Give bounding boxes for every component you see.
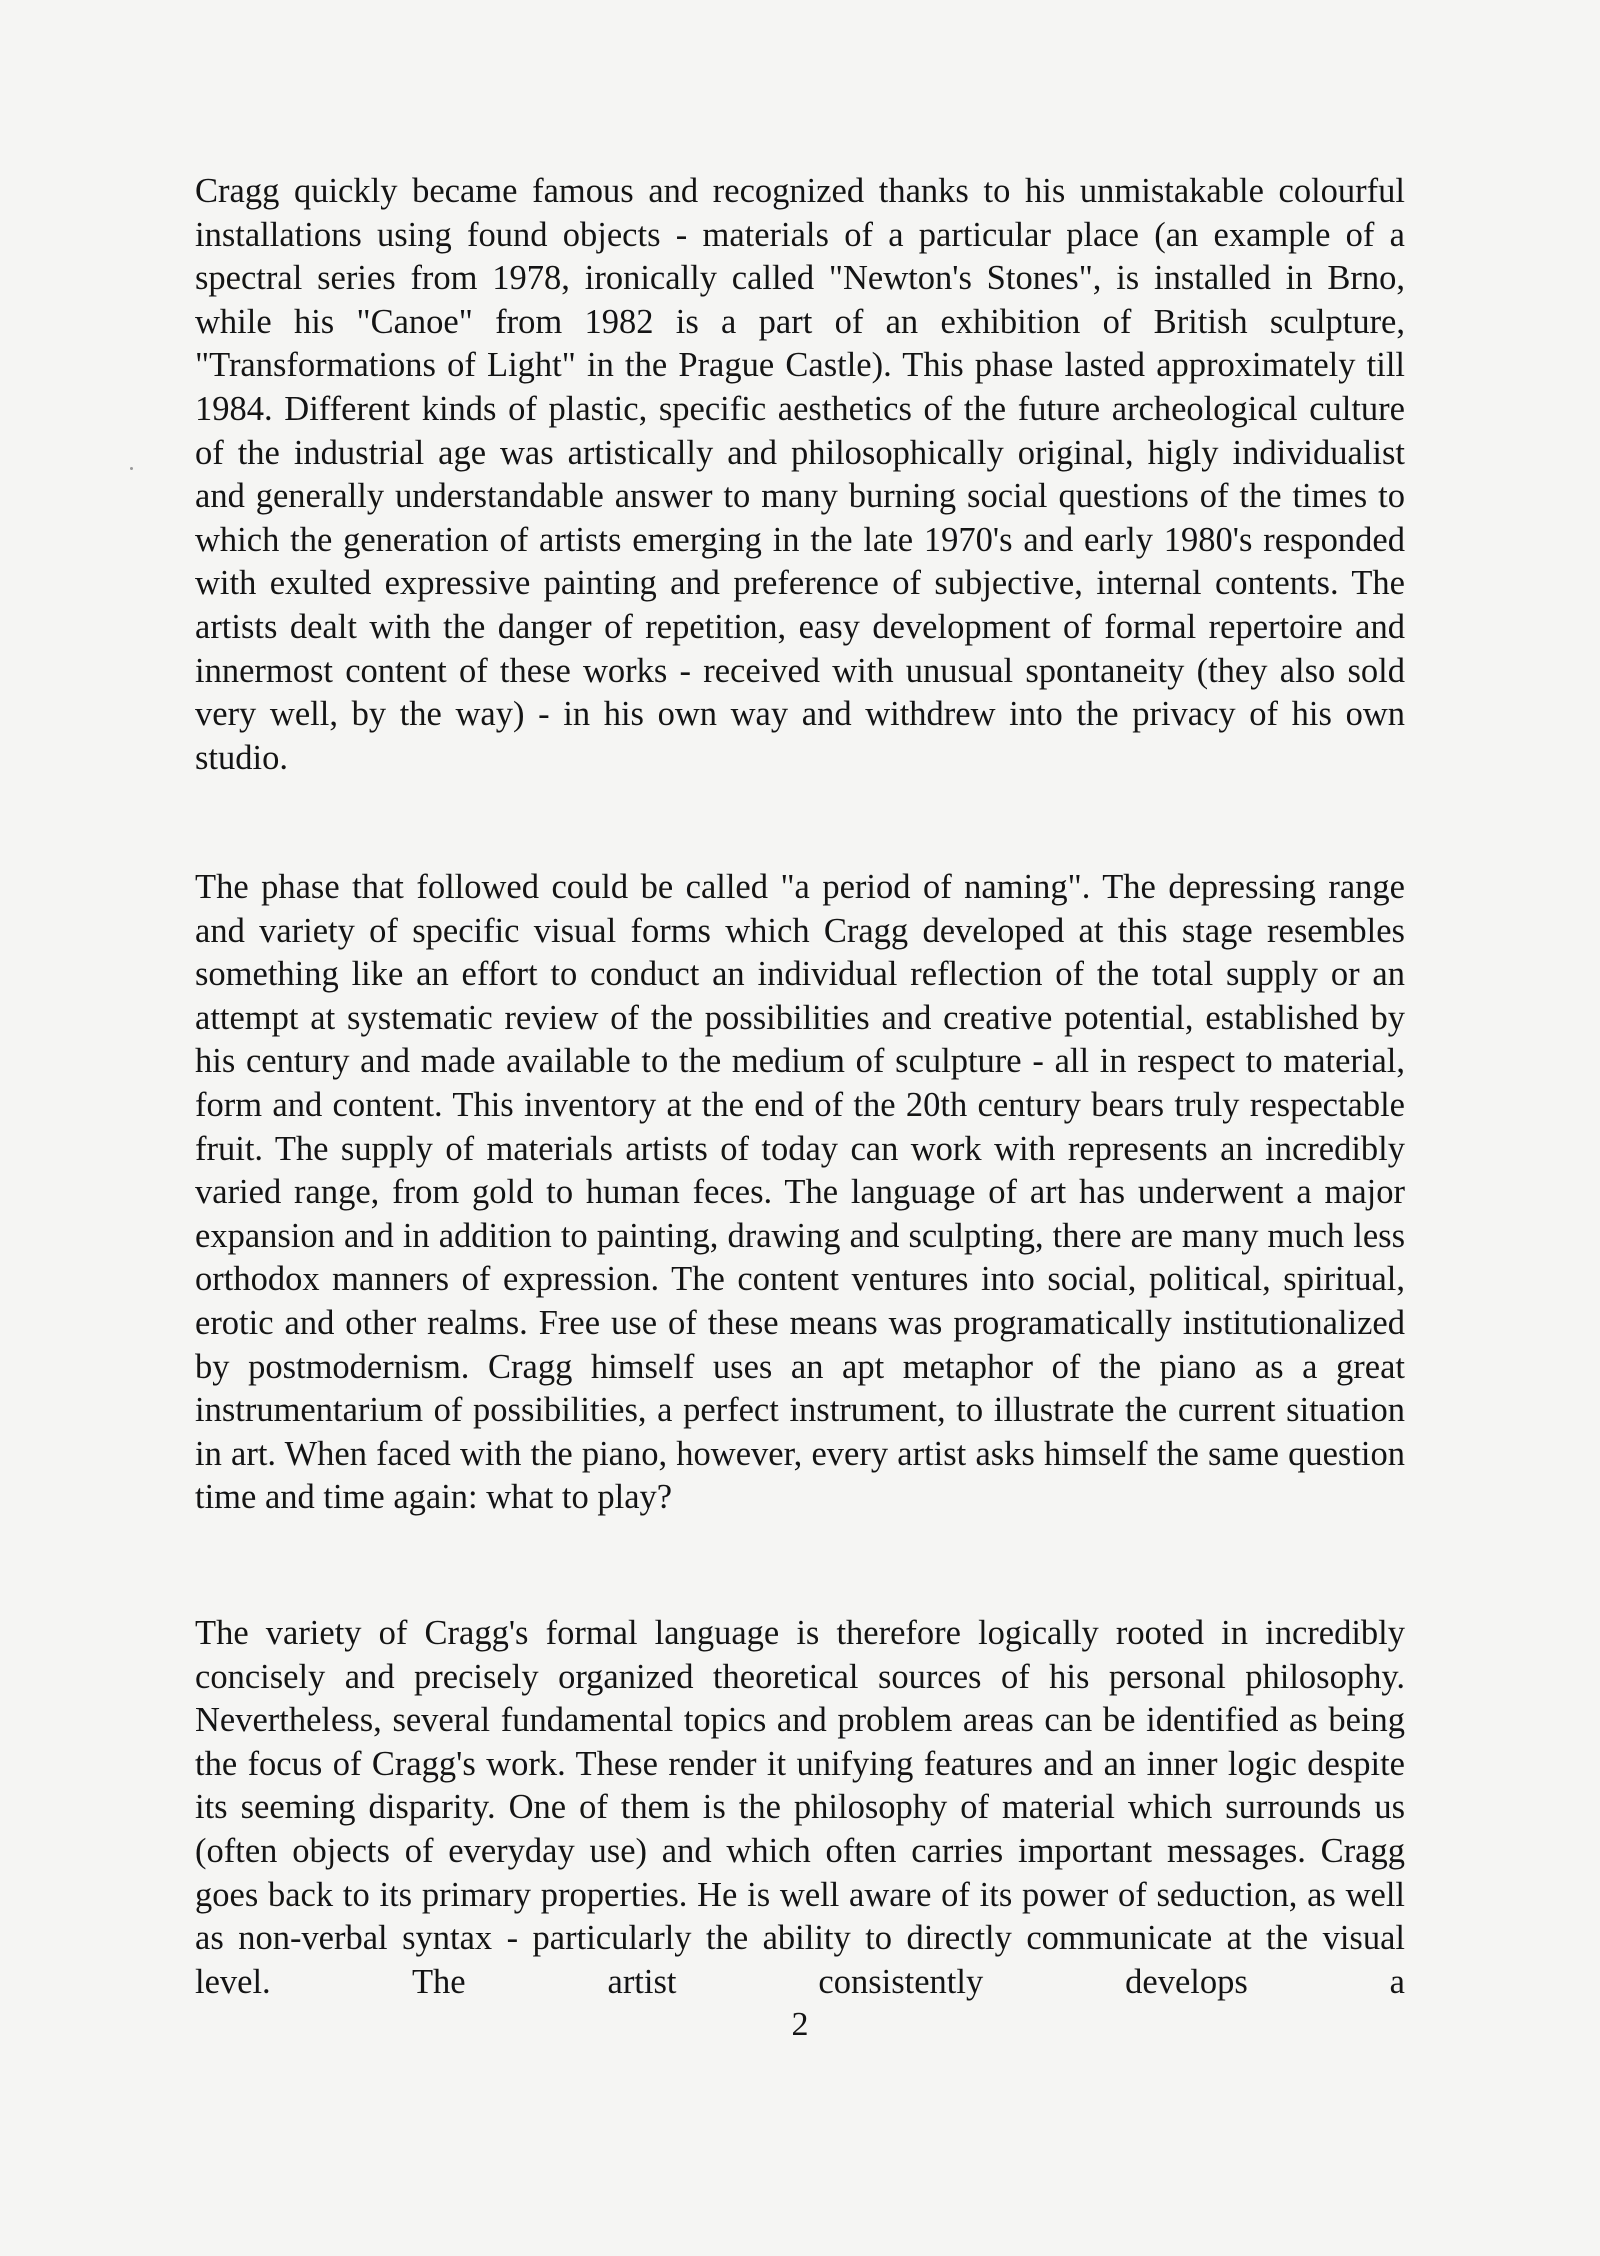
scan-speck <box>130 467 133 470</box>
page-number: 2 <box>791 2006 809 2043</box>
paragraph-period-of-naming: The phase that followed could be called "a period of naming". The depressing range and variety of specific visual forms which Cragg developed at this stage resembles something like an effort to conduct an individual reflection of the total supply or an attempt at systematic review of the possibilities and creative potential, established by his century and made available to the medium of sculpture - all in respect to material, form and content. This inventory at the end of the 20th century bears truly respectable fruit. The supply of materials artists of today can work with represents an incredibly varied range, from gold to human feces. The language of art has underwent a major expansion and in addition to painting, drawing and sculpting, there are many much less orthodox manners of expression. The content ventures into social, political, spiritual, erotic and other realms. Free use of these means was programatically institutionalized by postmodernism. Cragg himself uses an apt metaphor of the piano as a great instrumentarium of possibilities, a perfect instrument, to illustrate the current situation in art. When faced with the piano, however, every artist asks himself the same question time and time again: what to play? <box>195 868 1405 1517</box>
paragraph-cragg-installations: Cragg quickly became famous and recognized thanks to his unmistakable colourful installations using found objects - materials of a particular place (an example of a spectral series from 1978, ironically called "Newton's Stones", is installed in Brno, while his "Canoe" from 1982 is a part of an exhibition of British sculpture, "Transformations of Light" in the Prague Castle). This phase lasted approximately till 1984. Different kinds of plastic, specific aesthetics of the future archeological culture of the industrial age was artistically and philosophically original, higly individualist and generally understandable answer to many burning social questions of the times to which the generation of artists emerging in the late 1970's and early 1980's responded with exulted expressive painting and preference of subjective, internal contents. The artists dealt with the danger of repetition, easy development of formal repertoire and innermost content of these works - received with unusual spontaneity (they also sold very well, by the way) - in his own way and withdrew into the privacy of his own studio. <box>195 172 1405 777</box>
paragraph-formal-language: The variety of Cragg's formal language is therefore logically rooted in incredibly concisely and precisely organized theoretical sources of his personal philosophy. Nevertheless, several fundamental topics and problem areas can be identified as being the focus of Cragg's work. These render it unifying features and an inner logic despite its seeming disparity. One of them is the philosophy of material which surrounds us (often objects of everyday use) and which often carries important messages. Cragg goes back to its primary properties. He is well aware of its power of seduction, as well as non-verbal syntax - particularly the ability to directly communicate at the visual level. The artist consistently develops a <box>195 1614 1405 2001</box>
